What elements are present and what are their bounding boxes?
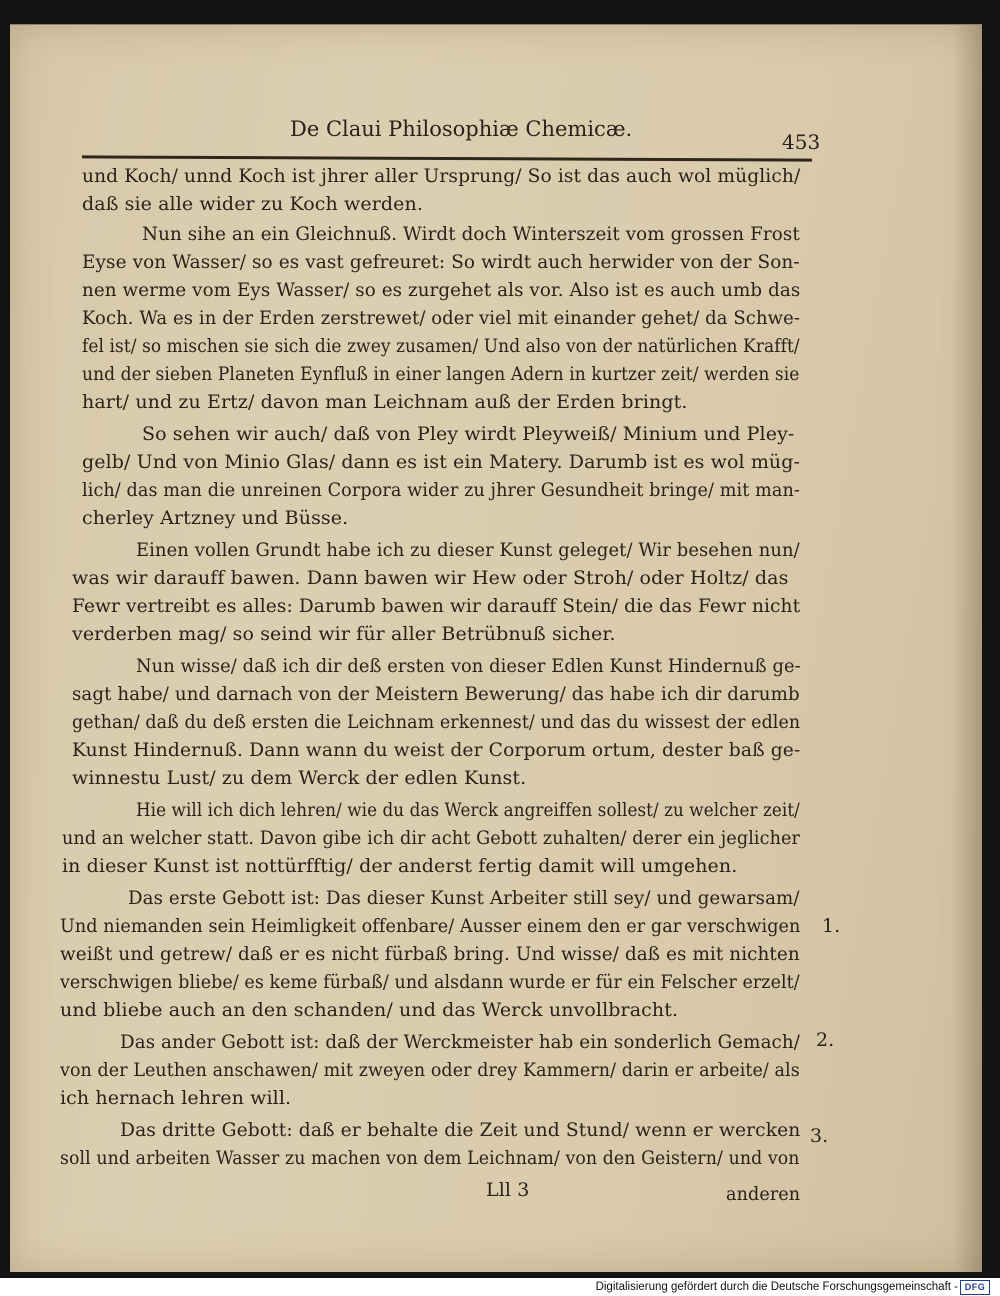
text-line: fel ist/ so mischen sie sich die zwey zusamen/ Und also von der natürlichen Krafft/ (82, 335, 800, 357)
text-line: weißt und getrew/ daß er es nicht fürbaß bring. Und wisse/ daß es mit nichten (60, 943, 800, 965)
text-line: Das dritte Gebott: daß er behalte die Zeit und Stund/ wenn er wercken (120, 1119, 801, 1141)
text-line: Fewr vertreibt es alles: Darumb bawen wir darauff Stein/ die das Fewr nicht (72, 595, 801, 617)
text-line: verderben mag/ so seind wir für aller Betrübnuß sicher. (72, 623, 616, 645)
text-line: sagt habe/ und darnach von der Meistern Bewerung/ das habe ich dir darumb (72, 683, 800, 705)
text-line: und Koch/ unnd Koch ist jhrer aller Ursprung/ So ist das auch wol müglich/ (82, 165, 801, 187)
header-rule (82, 155, 812, 161)
margin-note: 1. (822, 915, 841, 937)
text-line: und bliebe auch an den schanden/ und das Werck unvollbracht. (60, 999, 679, 1021)
text-line: Und niemanden sein Heimligkeit offenbare/ Ausser einem den er gar verschwigen (60, 915, 801, 937)
text-line: Das erste Gebott ist: Das dieser Kunst Arbeiter still sey/ und gewarsam/ (128, 887, 800, 909)
text-line: Einen vollen Grundt habe ich zu dieser Kunst geleget/ Wir besehen nun/ (136, 539, 800, 561)
text-line: nen werme vom Eys Wasser/ so es zurgehet als vor. Also ist es auch umb das (82, 279, 801, 301)
text-line: Nun sihe an ein Gleichnuß. Wirdt doch Winterszeit vom grossen Frost (142, 223, 800, 245)
page-gutter-shadow (952, 25, 982, 1272)
book-page (10, 24, 982, 1272)
text-line: was wir darauff bawen. Dann bawen wir Hew oder Stroh/ oder Holtz/ das (72, 567, 789, 589)
page-number: 453 (782, 130, 821, 154)
text-line: cherley Artzney und Büsse. (82, 507, 349, 529)
text-line: von der Leuthen anschawen/ mit zweyen oder drey Kammern/ darin er arbeite/ als (60, 1059, 800, 1081)
running-title: De Claui Philosophiæ Chemicæ. (290, 117, 633, 141)
text-line: lich/ das man die unreinen Corpora wider zu jhrer Gesundheit bringe/ mit man- (82, 479, 800, 501)
funding-credit: Digitalisierung gefördert durch die Deutsche Forschungsgemeinschaft - (595, 1281, 958, 1293)
text-line: daß sie alle wider zu Koch werden. (82, 193, 423, 215)
text-line: und der sieben Planeten Eynfluß in einer langen Adern in kurtzer zeit/ werden sie (82, 363, 800, 385)
text-line: und an welcher statt. Davon gibe ich dir acht Gebott zuhalten/ derer ein jeglicher (62, 827, 801, 849)
text-line: hart/ und zu Ertz/ davon man Leichnam auß der Erden bringt. (82, 391, 688, 413)
text-line: Kunst Hindernuß. Dann wann du weist der Corporum ortum, dester baß ge- (72, 739, 801, 761)
text-line: soll und arbeiten Wasser zu machen von dem Leichnam/ von den Geistern/ und von (60, 1147, 800, 1169)
text-line: Eyse von Wasser/ so es vast gefreuret: So wirdt auch herwider von der Son- (82, 251, 800, 273)
catchword: anderen (726, 1183, 801, 1205)
margin-note: 2. (816, 1029, 835, 1051)
text-line: Hie will ich dich lehren/ wie du das Werck angreiffen sollest/ zu welcher zeit/ (136, 799, 800, 821)
margin-note: 3. (810, 1125, 829, 1147)
text-line: Nun wisse/ daß ich dir deß ersten von dieser Edlen Kunst Hindernuß ge- (136, 655, 801, 677)
text-line: gelb/ Und von Minio Glas/ dann es ist ein Matery. Darumb ist es wol müg- (82, 451, 801, 473)
text-line: verschwigen bliebe/ es keme fürbaß/ und alsdann wurde er für ein Felscher erzelt/ (60, 971, 800, 993)
text-line: in dieser Kunst ist nottürfftig/ der anderst fertig damit will umgehen. (62, 855, 738, 877)
text-line: Koch. Wa es in der Erden zerstrewet/ oder viel mit einander gehet/ da Schwe- (82, 307, 800, 329)
text-line: ich hernach lehren will. (60, 1087, 292, 1109)
text-line: So sehen wir auch/ daß von Pley wirdt Pleyweiß/ Minium und Pley- (142, 423, 795, 445)
text-line: winnestu Lust/ zu dem Werck der edlen Kunst. (72, 767, 527, 789)
dfg-logo: DFG (960, 1280, 990, 1295)
text-line: Das ander Gebott ist: daß der Werckmeister hab ein sonderlich Gemach/ (120, 1031, 800, 1053)
text-line: gethan/ daß du deß ersten die Leichnam erkennest/ und das du wissest der edlen (72, 711, 801, 733)
signature-mark: Lll 3 (486, 1179, 530, 1201)
